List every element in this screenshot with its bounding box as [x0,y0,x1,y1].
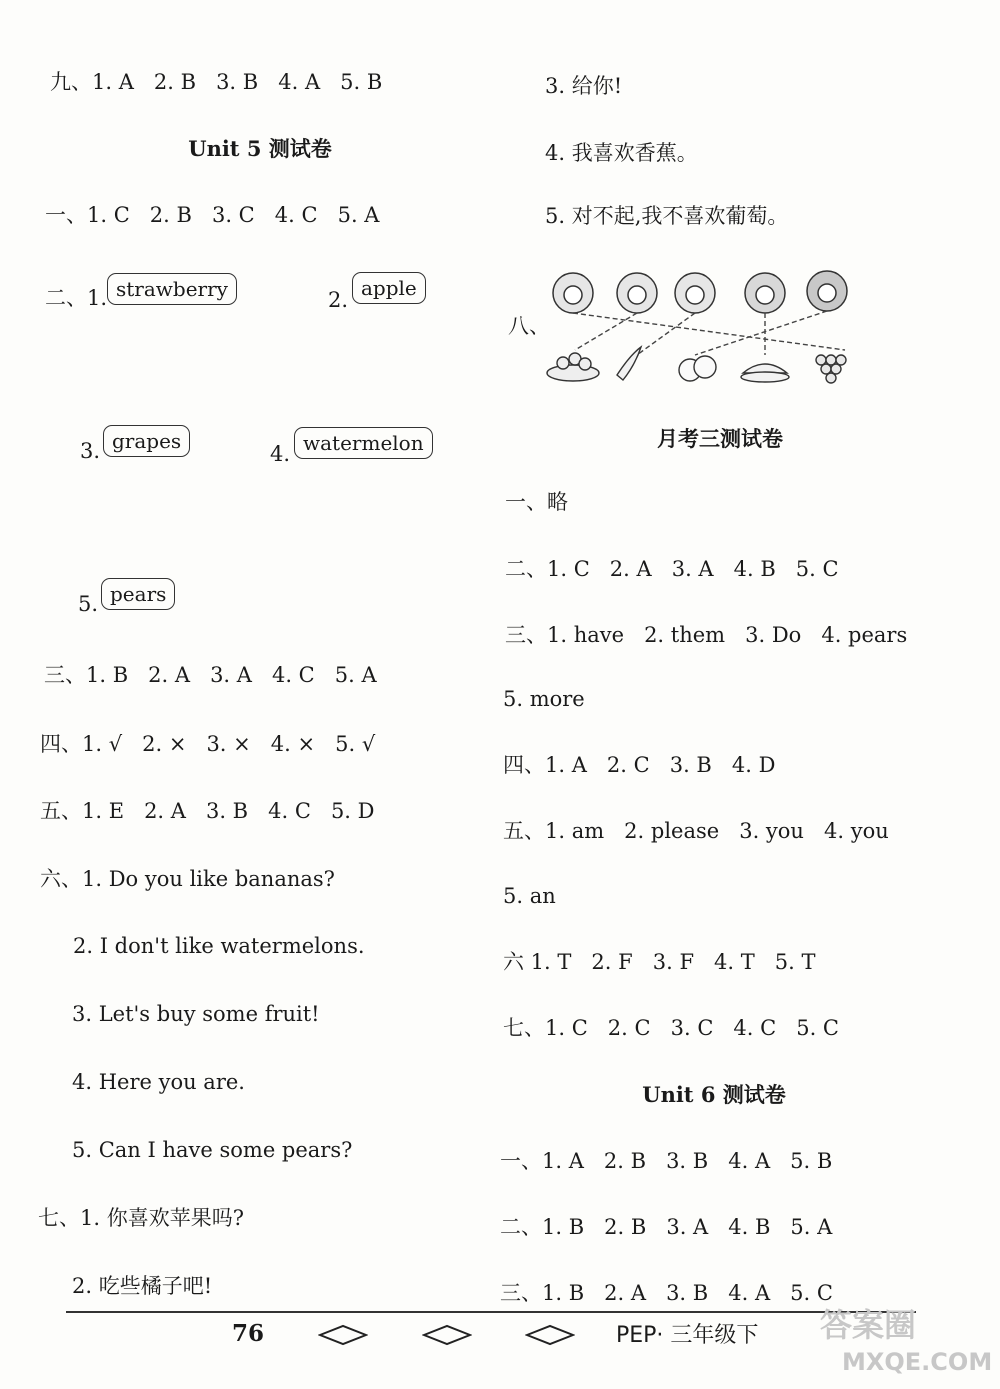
answer-line-1: 一、1. C 2. B 3. C 4. C 5. A [45,203,380,227]
monthly-test-title: 月考三测试卷 [657,426,783,451]
word-box-watermelon: watermelon [294,427,433,459]
answer-line-8-label: 八、 [508,314,550,338]
watermelon-icon [741,364,789,382]
word-box-apple: apple [352,272,426,304]
answer-line-7-4: 4. 我喜欢香蕉。 [545,141,698,165]
item-num-2: 2. [328,288,349,312]
answer-line-6-3: 3. Let's buy some fruit! [72,1002,320,1026]
child-face-4 [745,273,785,313]
unit6-title: Unit 6 测试卷 [642,1082,786,1107]
answer-line-6-4: 4. Here you are. [72,1070,245,1094]
diamond-ornament-2 [422,1324,472,1346]
answer-line-7-3: 3. 给你! [545,74,623,98]
monthly-line-5a: 五、1. am 2. please 3. you 4. you [503,819,889,843]
oranges-icon [679,356,716,381]
child-face-1 [553,273,593,313]
unit6-line-2: 二、1. B 2. B 3. A 4. B 5. A [500,1215,833,1239]
item-num-3: 3. [80,439,101,463]
watermark-url: MXQE.COM [842,1348,993,1376]
matching-illustration [545,265,855,390]
answer-line-6-1: 六、1. Do you like bananas? [40,867,335,891]
monthly-line-1: 一、略 [505,490,568,514]
grapes-icon [816,355,846,383]
child-face-3 [675,273,715,313]
diamond-ornament-3 [525,1324,575,1346]
monthly-line-5b: 5. an [503,884,556,908]
answer-line-7-2: 2. 吃些橘子吧! [72,1274,213,1298]
unit5-title: Unit 5 测试卷 [188,136,332,161]
monthly-line-3b: 5. more [503,687,585,711]
word-box-grapes: grapes [103,425,190,457]
matching-lines [573,311,845,360]
footer-rule [66,1311,916,1313]
page-number: 76 [232,1320,265,1347]
answer-line-5: 五、1. E 2. A 3. B 4. C 5. D [40,799,375,823]
bananas-icon [617,347,641,380]
monthly-line-6: 六 1. T 2. F 3. F 4. T 5. T [503,950,816,974]
answer-line-9: 九、1. A 2. B 3. B 4. A 5. B [50,70,383,94]
child-face-5 [807,271,847,311]
monthly-line-4: 四、1. A 2. C 3. B 4. D [503,753,776,777]
child-face-2 [617,273,657,313]
unit6-line-3: 三、1. B 2. A 3. B 4. A 5. C [500,1281,833,1305]
monthly-line-7: 七、1. C 2. C 3. C 4. C 5. C [503,1016,839,1040]
answer-line-2-prefix: 二、1. [45,286,108,310]
word-box-pears: pears [101,578,175,610]
monthly-line-2: 二、1. C 2. A 3. A 4. B 5. C [505,557,839,581]
word-box-strawberry: strawberry [107,273,237,305]
item-num-5: 5. [78,592,99,616]
answer-line-7-5: 5. 对不起,我不喜欢葡萄。 [545,204,789,228]
book-series-label: PEP· 三年级下 [616,1323,759,1348]
watermark-logo: 答案圈 [820,1306,917,1344]
answer-line-6-5: 5. Can I have some pears? [72,1138,353,1162]
diamond-ornament-1 [318,1324,368,1346]
answer-line-3: 三、1. B 2. A 3. A 4. C 5. A [44,663,377,687]
fruit-plate-icon [547,353,599,381]
item-num-4: 4. [270,442,291,466]
answer-line-6-2: 2. I don't like watermelons. [73,934,365,958]
monthly-line-3a: 三、1. have 2. them 3. Do 4. pears [505,623,908,647]
unit6-line-1: 一、1. A 2. B 3. B 4. A 5. B [500,1149,833,1173]
answer-line-4: 四、1. √ 2. × 3. × 4. × 5. √ [40,732,376,756]
answer-line-7-1: 七、1. 你喜欢苹果吗? [38,1206,244,1230]
